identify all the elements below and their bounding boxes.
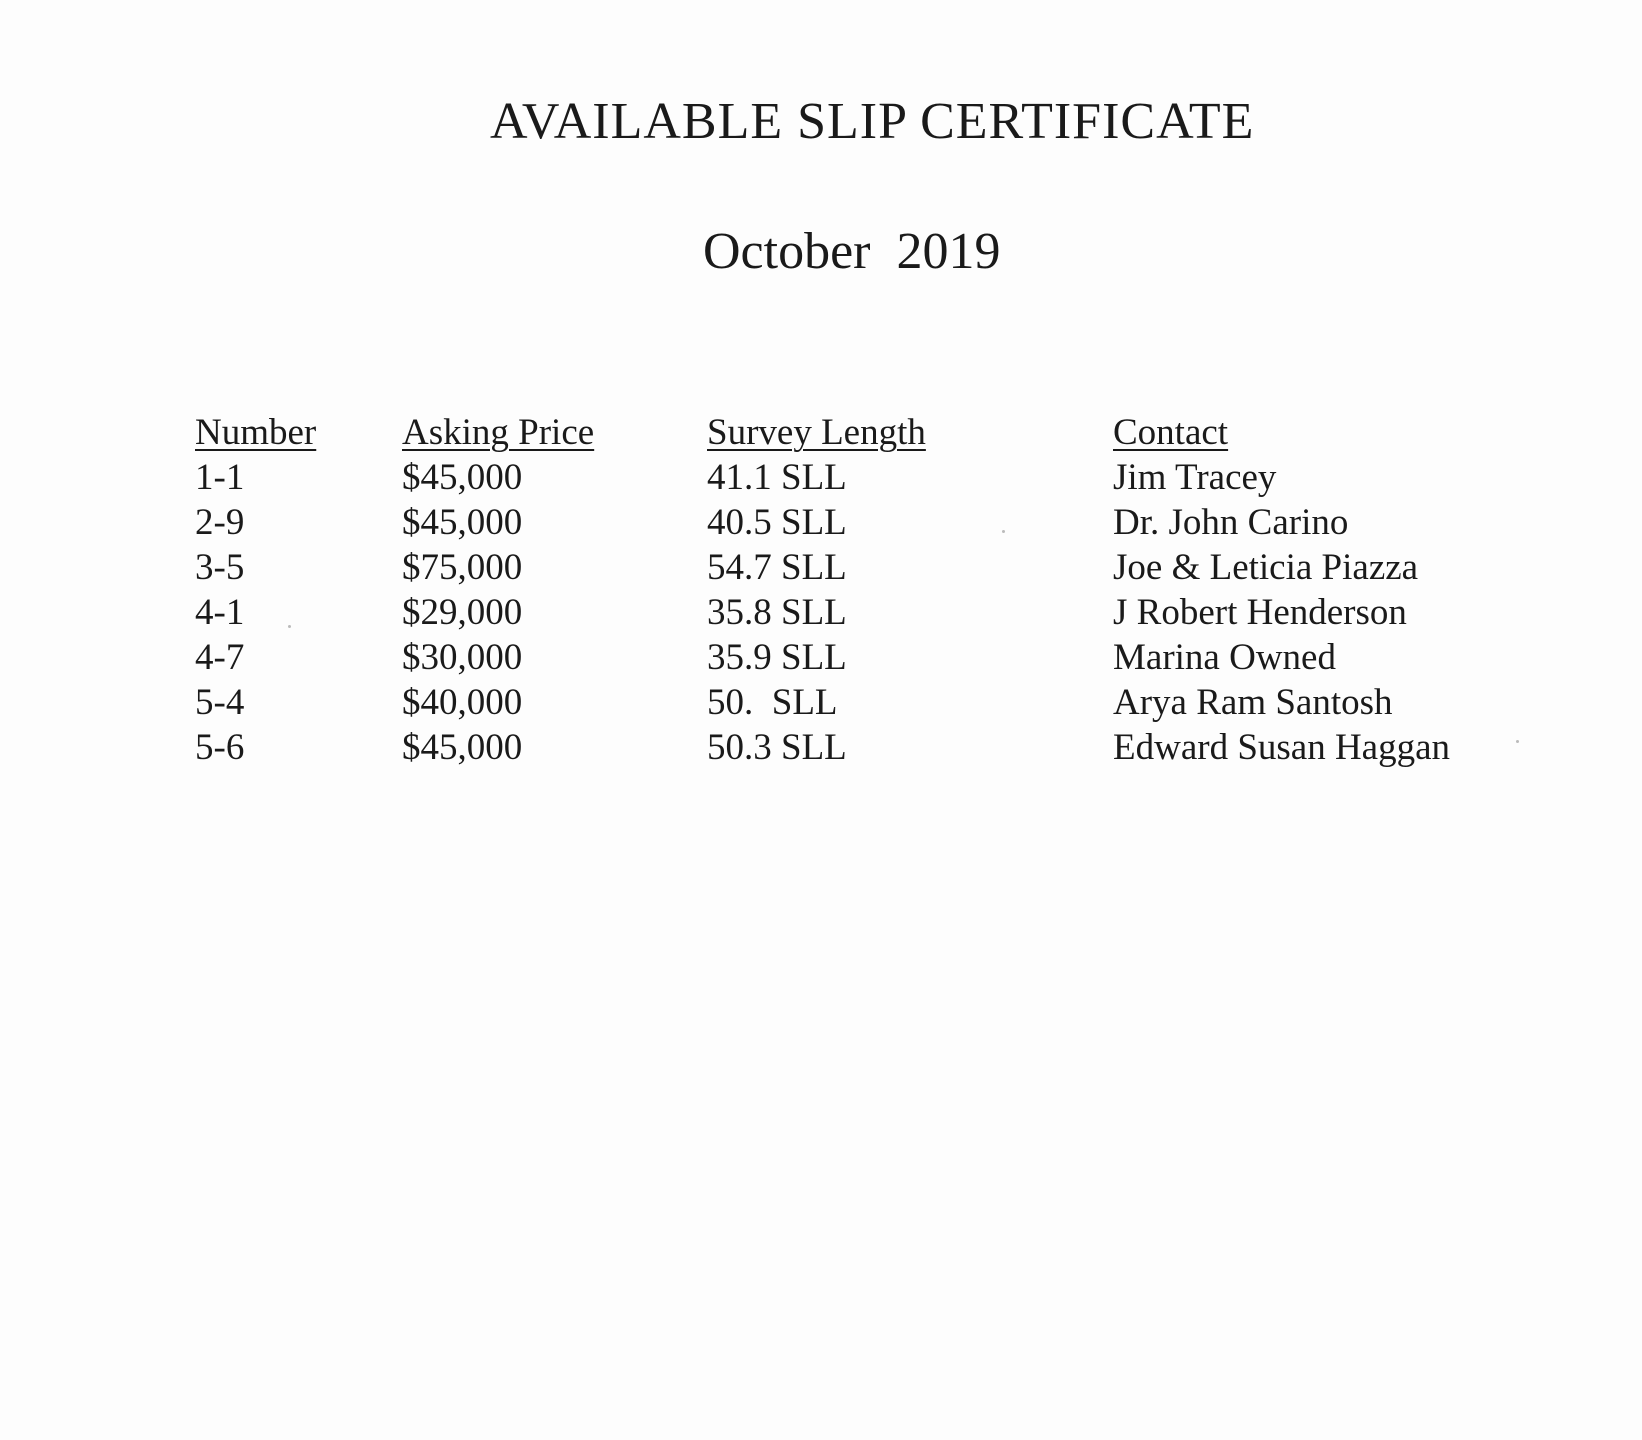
slip-number: 5-4: [195, 682, 245, 723]
asking-price: $45,000: [402, 502, 523, 543]
scan-speck: [1002, 530, 1005, 533]
asking-price: $45,000: [402, 727, 523, 768]
survey-length: 35.9 SLL: [707, 637, 847, 678]
contact-name: Arya Ram Santosh: [1113, 682, 1393, 723]
contact-name: Jim Tracey: [1113, 457, 1277, 498]
header-number: Number: [195, 412, 317, 453]
asking-price: $30,000: [402, 637, 523, 678]
slip-number: 3-5: [195, 547, 245, 588]
scan-speck: [1516, 740, 1519, 743]
asking-price: $40,000: [402, 682, 523, 723]
asking-price: $75,000: [402, 547, 523, 588]
slip-number: 1-1: [195, 457, 245, 498]
contact-name: Dr. John Carino: [1113, 502, 1349, 543]
contact-name: J Robert Henderson: [1113, 592, 1407, 633]
slip-number: 5-6: [195, 727, 245, 768]
contact-name: Marina Owned: [1113, 637, 1336, 678]
survey-length: 54.7 SLL: [707, 547, 847, 588]
survey-length: 50. SLL: [707, 682, 838, 723]
asking-price: $29,000: [402, 592, 523, 633]
slip-number: 2-9: [195, 502, 245, 543]
slip-number: 4-1: [195, 592, 245, 633]
contact-name: Edward Susan Haggan: [1113, 727, 1451, 768]
slip-number: 4-7: [195, 637, 245, 678]
survey-length: 50.3 SLL: [707, 727, 847, 768]
header-contact: Contact: [1113, 412, 1229, 453]
page-title: AVAILABLE SLIP CERTIFICATE: [490, 93, 1255, 150]
header-asking-price: Asking Price: [402, 412, 595, 453]
survey-length: 35.8 SLL: [707, 592, 847, 633]
survey-length: 41.1 SLL: [707, 457, 847, 498]
header-survey-length: Survey Length: [707, 412, 926, 453]
page-subtitle-date: October 2019: [703, 223, 1001, 280]
asking-price: $45,000: [402, 457, 523, 498]
scan-speck: [288, 625, 291, 628]
survey-length: 40.5 SLL: [707, 502, 847, 543]
contact-name: Joe & Leticia Piazza: [1113, 547, 1419, 588]
